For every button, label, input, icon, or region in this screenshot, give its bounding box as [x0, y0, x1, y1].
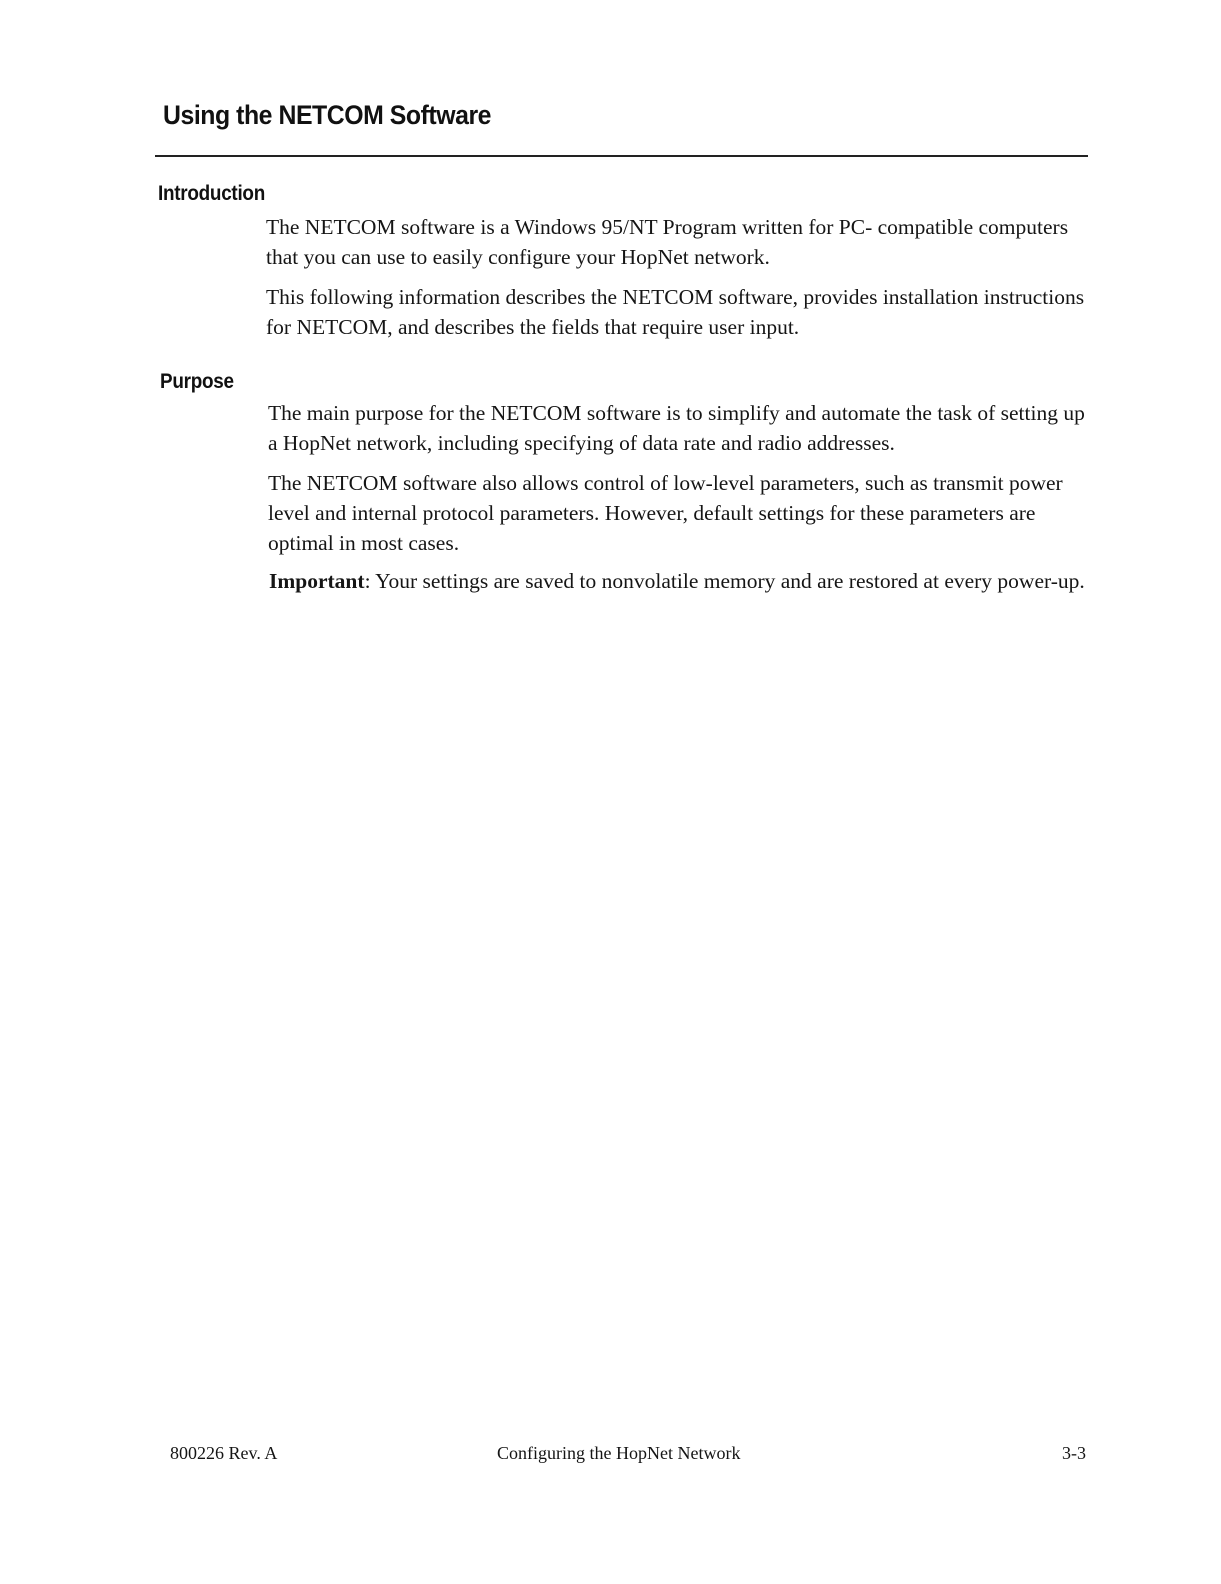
- purpose-paragraph-2-text: The NETCOM software also allows control of low-level parameters, such as transmit power level and internal protocol parameters. However, default settings for these parameters are optimal in most cases.: [268, 471, 1063, 555]
- important-label: Important: [269, 569, 365, 593]
- introduction-heading: Introduction: [158, 182, 265, 205]
- footer-chapter-title: Configuring the HopNet Network: [497, 1443, 741, 1463]
- important-body: : Your settings are saved to nonvolatile memory and are restored at every power-up.: [364, 569, 1085, 593]
- introduction-paragraph-1: [266, 212, 1096, 272]
- important-note: [269, 566, 1099, 596]
- purpose-heading: Purpose: [160, 370, 234, 393]
- footer-page-number: 3-3: [1062, 1443, 1086, 1463]
- introduction-paragraph-1-text: The NETCOM software is a Windows 95/NT Program written for PC- compatible computers that you can use to easily configure your HopNet network.: [266, 215, 1069, 269]
- page-title: Using the NETCOM Software: [163, 100, 492, 130]
- purpose-paragraph-2: [268, 468, 1098, 558]
- footer-doc-number: 800226 Rev. A: [170, 1443, 278, 1463]
- purpose-paragraph-1: [268, 398, 1098, 458]
- introduction-paragraph-2-text: This following information describes the NETCOM software, provides installation instructions for NETCOM, and describes the fields that require user input.: [266, 285, 1085, 339]
- introduction-paragraph-2: [266, 282, 1096, 342]
- title-divider: [155, 155, 1088, 157]
- important-note-text: [269, 566, 1099, 596]
- purpose-paragraph-1-text: The main purpose for the NETCOM software is to simplify and automate the task of setting up a HopNet network, including specifying of data rate and radio addresses.: [268, 401, 1085, 455]
